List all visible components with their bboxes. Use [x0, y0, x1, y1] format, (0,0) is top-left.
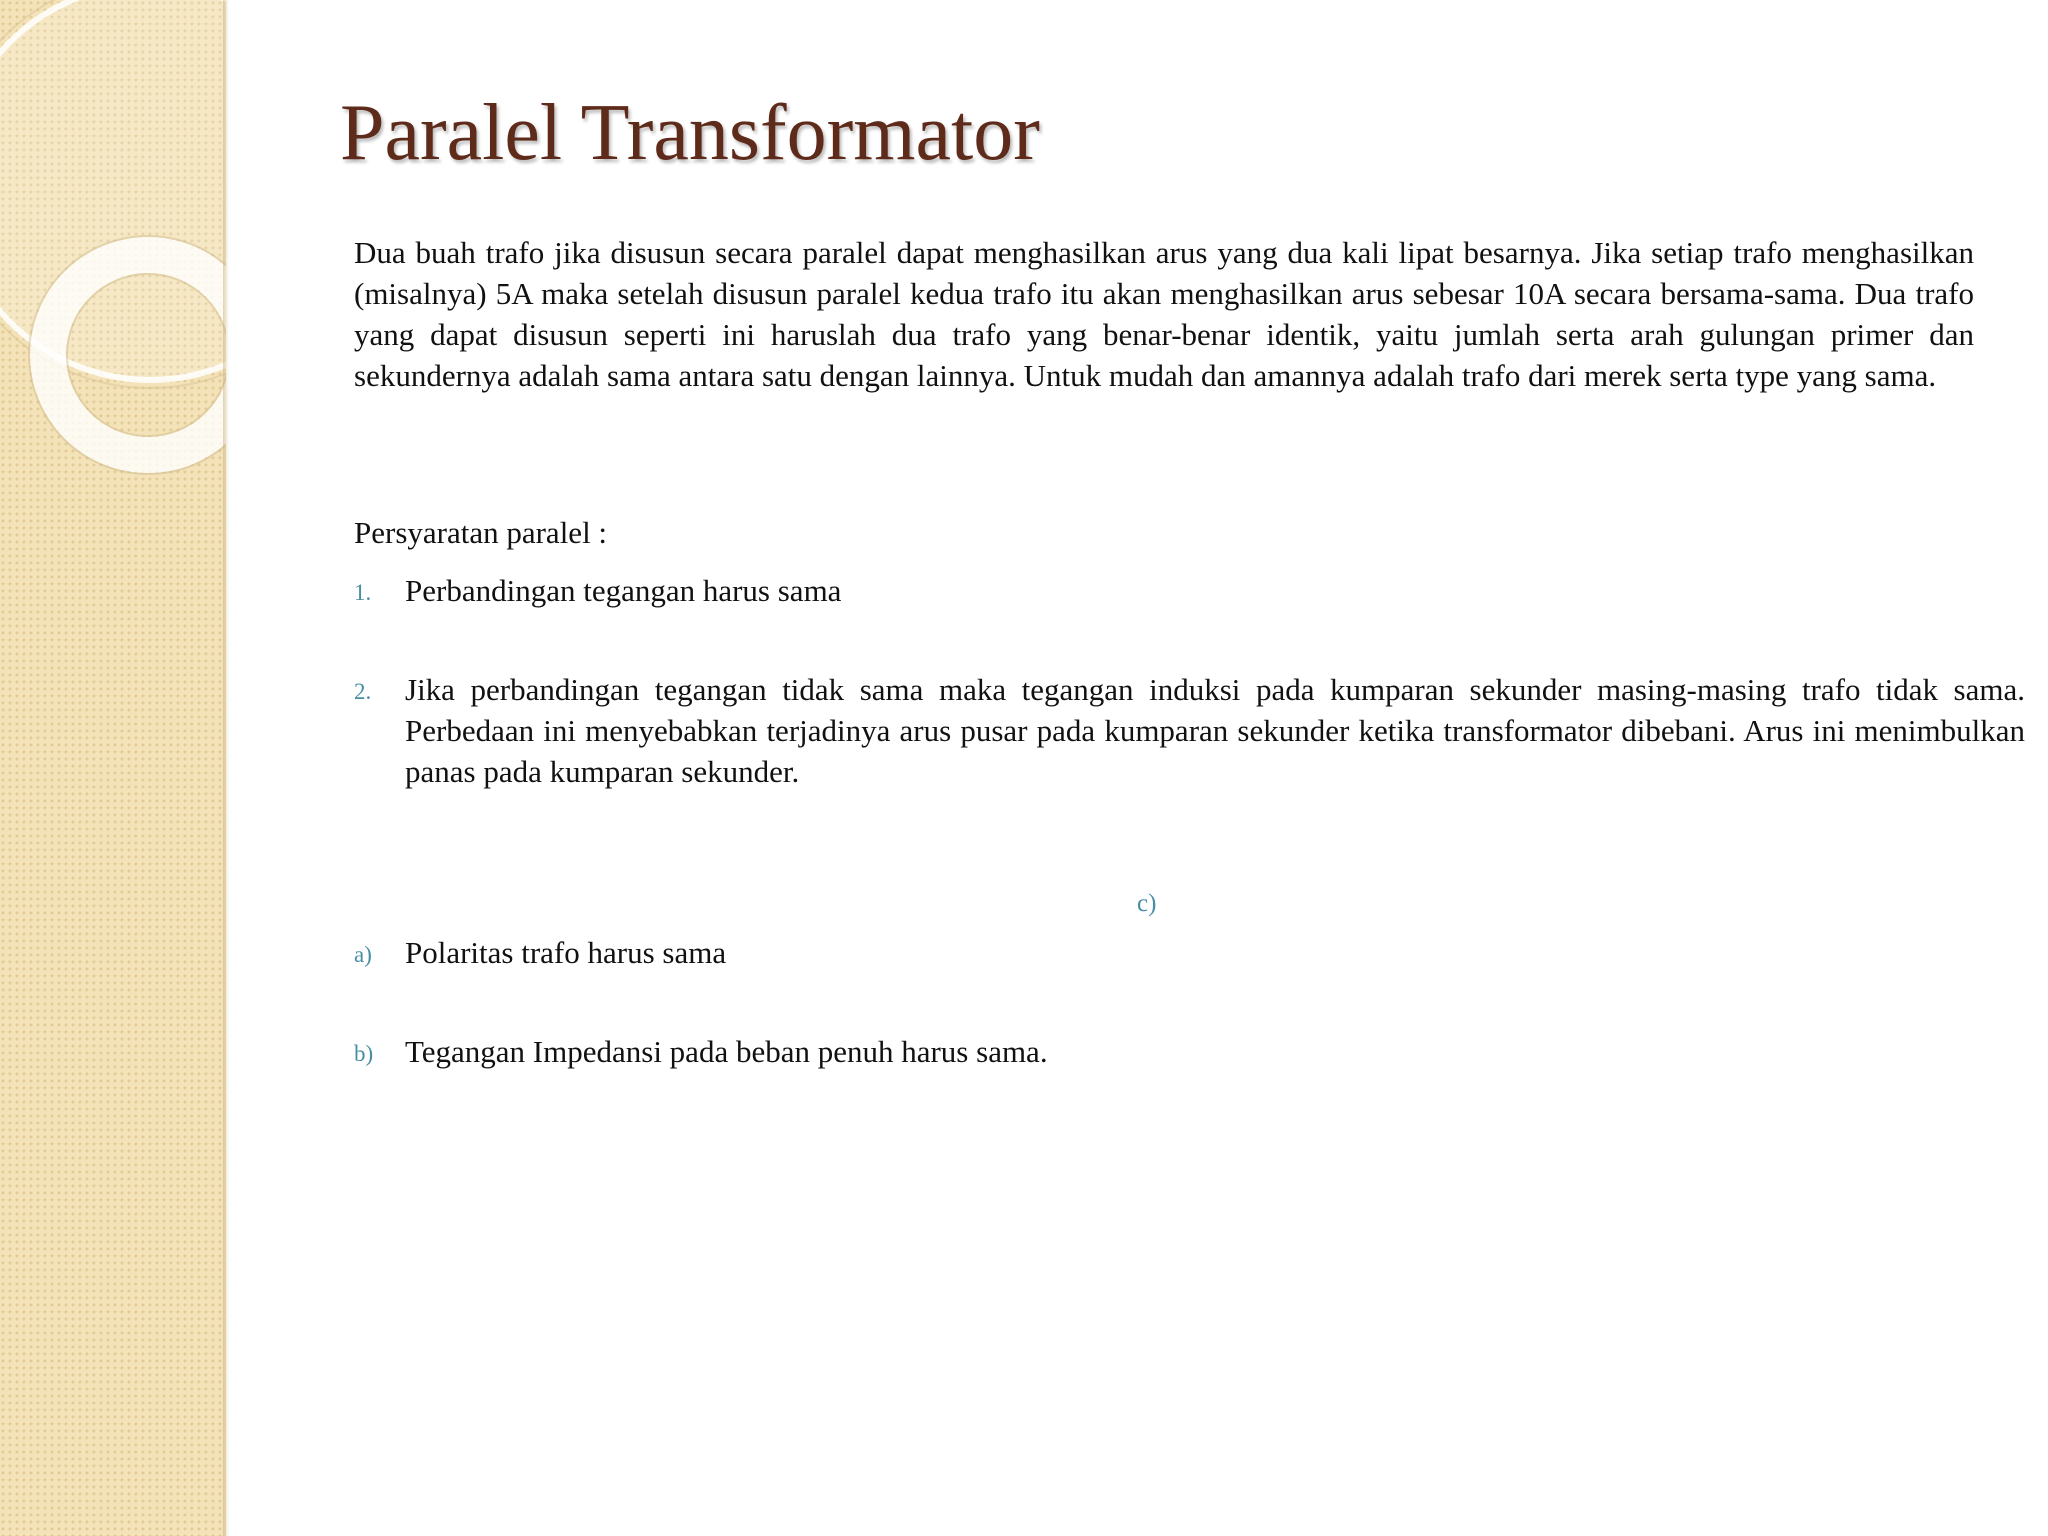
sidebar-shadow [223, 0, 229, 1536]
list-marker: a) [354, 942, 372, 967]
slide-title: Paralel Transformator [340, 89, 1040, 177]
list-marker: 2. [354, 679, 372, 704]
list-item-text: Polaritas trafo harus sama [405, 935, 727, 970]
empty-list-marker: c) [1137, 890, 1157, 917]
list-marker: b) [354, 1041, 374, 1066]
list-item-text: Tegangan Impedansi pada beban penuh harus sama. [405, 1034, 1048, 1069]
decorative-sidebar [0, 0, 226, 1536]
list-marker: 1. [354, 580, 372, 605]
list-item-text: Perbandingan tegangan harus sama [405, 573, 842, 608]
intro-paragraph: Dua buah trafo jika disusun secara paralel dapat menghasilkan arus yang dua kali lipat besarnya. Jika setiap trafo menghasilkan (misalnya) 5A maka setelah disusun paralel kedua trafo itu akan menghasilkan arus sebesar 10A secara bersama-sama. Dua trafo yang dapat disusun seperti ini haruslah dua trafo yang benar-benar identik, yaitu jumlah serta arah gulungan primer dan sekundernya adalah sama antara satu dengan lainnya. Untuk mudah dan amannya adalah trafo dari merek serta type yang sama. [354, 235, 1974, 393]
list-item [354, 1031, 2025, 1072]
decorative-rings [0, 0, 226, 1536]
requirements-label: Persyaratan paralel : [354, 515, 608, 550]
list-item [354, 669, 2025, 792]
list-item [354, 570, 2025, 611]
list-item [354, 932, 2025, 973]
list-item-text: Jika perbandingan tegangan tidak sama maka tegangan induksi pada kumparan sekunder masing-masing trafo tidak sama. Perbedaan ini menyebabkan terjadinya arus pusar pada kumparan sekunder ketika transformator dibebani. Arus ini menimbulkan panas pada kumparan sekunder. [405, 672, 2025, 789]
